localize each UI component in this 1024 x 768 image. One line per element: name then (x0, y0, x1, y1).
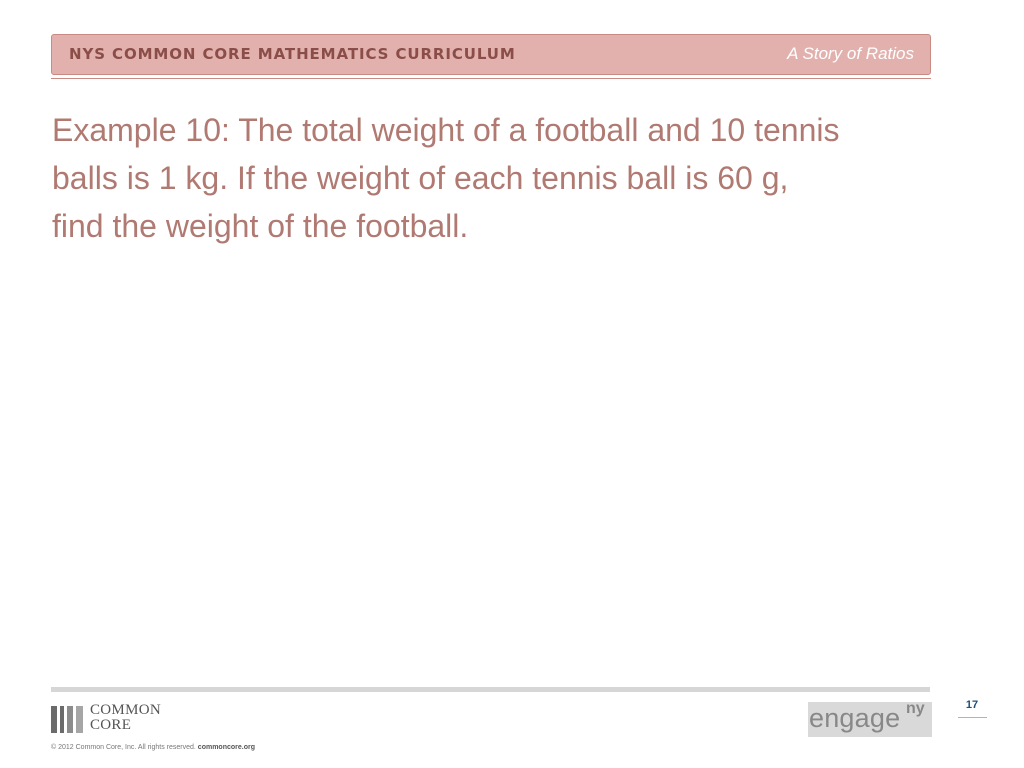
common-core-logo-icon (51, 703, 191, 737)
header-band (51, 34, 931, 75)
curriculum-title: NYS COMMON CORE MATHEMATICS CURRICULUM (69, 45, 516, 63)
page-number: 17 (965, 699, 979, 711)
page-number-underline (958, 717, 987, 718)
engage-ny-logo-icon (808, 702, 932, 737)
logo-wordmark (90, 703, 161, 733)
logo-line-core: CORE (90, 717, 132, 733)
module-subtitle: A Story of Ratios (787, 44, 914, 63)
example-problem-text: Example 10: The total weight of a football and 10 tennis balls is 1 kg. If the weight of each tennis ball is 60 g, find the weight of the football. (52, 112, 840, 244)
logo-bar (76, 706, 83, 733)
logo-bars (51, 706, 85, 733)
logo-line-common: COMMON (90, 702, 161, 718)
logo-bar (51, 706, 57, 733)
logo-bar (67, 706, 73, 733)
footer-divider (51, 687, 930, 692)
copyright-notice (51, 744, 255, 751)
header-divider (51, 78, 931, 79)
engage-ny-superscript: ny (906, 700, 925, 717)
copyright-link[interactable]: commoncore.org (197, 744, 255, 751)
copyright-text: © 2012 Common Core, Inc. All rights reserved. (51, 744, 196, 751)
engage-wordmark: engage (809, 703, 901, 733)
logo-bar (60, 706, 64, 733)
